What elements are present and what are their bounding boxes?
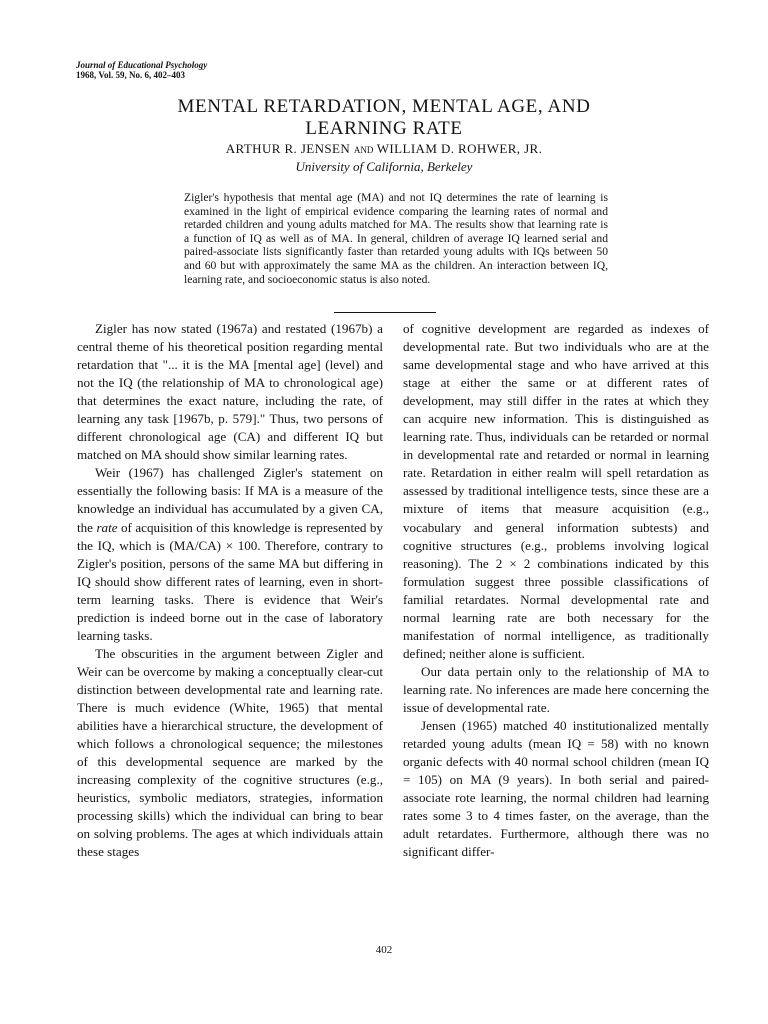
journal-volume-pages: 1968, Vol. 59, No. 6, 402–403 bbox=[76, 70, 186, 80]
author-conjunction: AND bbox=[353, 145, 374, 155]
body-column-left bbox=[77, 320, 383, 861]
paragraph: Our data pertain only to the relationship of MA to learning rate. No inferences are made here concerning the issue of developmental rate. bbox=[403, 663, 709, 715]
paragraph-continued: of cognitive development are regarded as indexes of developmental rate. But two individuals who are at the same developmental stage and who have arrived at this stage at either the same or at different rates of development, may still differ in the rates at which they can acquire new information. This is distinguished as learning rate. Thus, individuals can be retarded or normal in developmental rate and retarded or normal in learning rate. Retardation in either realm will spell retardation as assessed by traditional intelligence tests, since these are a mixture of items that measure acquisition (e.g., vocabulary and general information subtests) and cognitive structures (e.g., problems involving logical reasoning). The 2 × 2 combinations indicated by this formulation suggest three possible classifications of familial retardates. Normal developmental rate and normal learning rate are both necessary for the manifestation of normal intelligence, as traditionally defined; neither alone is sufficient. bbox=[403, 321, 709, 661]
author-1: ARTHUR R. JENSEN bbox=[225, 141, 351, 156]
text-run: of acquisition of this knowledge is represented by the IQ, which is (MA/CA) × 100. Therefore, contrary to Zigler's position, persons of the same MA but differing in IQ should show different rates of learning, even in short-term learning tasks. There is evidence that Weir's prediction is indeed borne out in the case of laboratory learning tasks. bbox=[77, 519, 383, 643]
affiliation: University of California, Berkeley bbox=[295, 159, 473, 174]
title-line-2: LEARNING RATE bbox=[305, 118, 463, 139]
abstract: Zigler's hypothesis that mental age (MA) and not IQ determines the rate of learning is examined in the light of empirical evidence comparing the learning rates of normal and retarded children and young adults matched for MA. The results show that learning rate is a function of IQ as well as of MA. In general, children of average IQ learned serial and paired-associate lists significantly faster than retarded young adults with IQs between 50 and 60 but with approximately the same MA as the children. An interaction between IQ, learning rate, and socioeconomic status is also noted. bbox=[184, 191, 608, 286]
journal-citation bbox=[76, 60, 207, 80]
author-list bbox=[60, 141, 708, 157]
body-column-right bbox=[403, 320, 709, 861]
journal-name: Journal of Educational Psychology bbox=[76, 60, 208, 70]
text-run: Weir (1967) has challenged Zigler's statement on essentially the following basis: If MA is a measure of the knowledge an individual has accumulated by a given CA, the bbox=[77, 465, 383, 535]
paragraph: Zigler has now stated (1967a) and restated (1967b) a central theme of his theoretical position regarding mental retardation that "... it is the MA [mental age] (level) and not the IQ (the relationship of MA to chronological age) that determines the exact nature, including the rate, of learning any task [1967b, p. 579]." Thus, two persons of different chronological age (CA) and different IQ but matched on MA should show similar learning rates. bbox=[77, 321, 383, 463]
paragraph: The obscurities in the argument between Zigler and Weir can be overcome by making a conceptually clear-cut distinction between developmental rate and learning rate. There is much evidence (White, 1965) that mental abilities have a hierarchical structure, the development of which follows a chronological sequence; the milestones of this developmental sequence are marked by the increasing complexity of the cognitive structures (e.g., heuristics, symbolic mediators, strategies, information processing skills) which the individual can bring to bear on solving problems. The ages at which individuals attain these stages bbox=[77, 645, 383, 860]
emphasis-rate: rate bbox=[96, 519, 118, 535]
author-2: WILLIAM D. ROHWER, JR. bbox=[376, 141, 543, 156]
paragraph bbox=[77, 464, 383, 644]
article-title bbox=[60, 96, 708, 140]
title-line-1: MENTAL RETARDATION, MENTAL AGE, AND bbox=[177, 96, 591, 117]
abstract-divider bbox=[334, 312, 436, 313]
paragraph: Jensen (1965) matched 40 institutionalized mentally retarded young adults (mean IQ = 58) with no known organic defects with 40 normal school children (mean IQ = 105) on MA (9 years). In both serial and paired-associate rote learning, the normal children had learning rates some 3 to 4 times faster, on the average, than the adult retardates. Furthermore, although there was no significant differ- bbox=[403, 718, 709, 860]
page-number: 402 bbox=[375, 944, 393, 956]
